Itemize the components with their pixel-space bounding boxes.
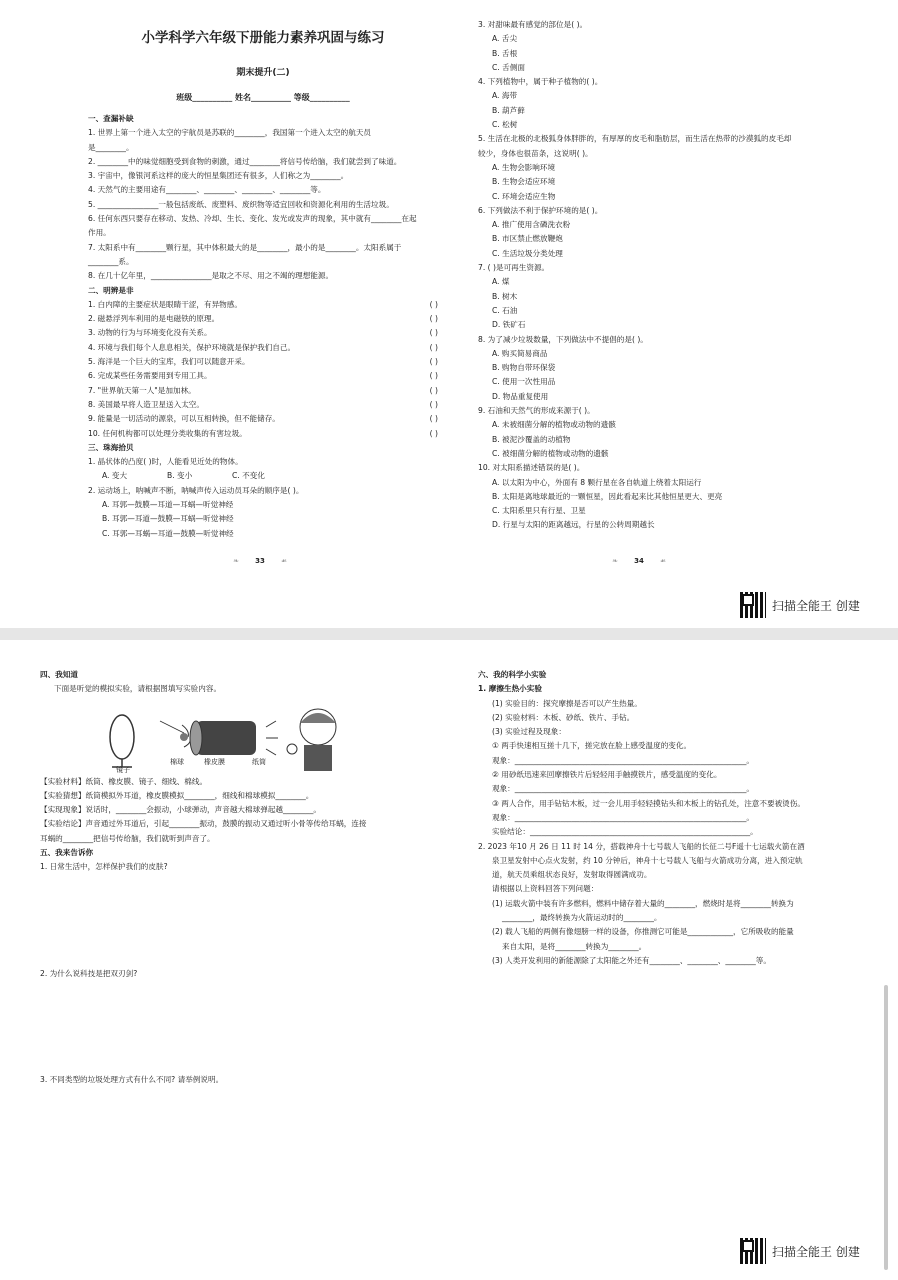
label-ball: 棉球 (170, 757, 184, 766)
list-item: 观象：_____________________________________________________________。 (492, 812, 754, 822)
option: A. 海带 (492, 91, 518, 101)
list-item: 是________。 (88, 142, 134, 152)
list-item: 7. ( )是可再生资源。 (478, 263, 550, 273)
list-item: 观象：_____________________________________________________________。 (492, 755, 754, 765)
list-item: 3. 宇宙中，像银河系这样的庞大的恒星集团还有很多，人们称之为________。 (88, 171, 349, 181)
list-item: 泉卫星发射中心点火发射，约 10 分钟后，神舟十七号载人飞船与火箭成功分离，进入预定轨 (492, 855, 803, 865)
page2-right-column (478, 668, 878, 968)
option: D. 铁矿石 (492, 320, 526, 330)
option: B. 太阳是离地球最近的一颗恒星，因此看起来比其他恒星更大、更亮 (492, 491, 723, 501)
option: C. 被细菌分解的植物或动物的遗骸 (492, 448, 609, 458)
list-item: 5. 生活在北极的北极狐身体胖胖的，有厚厚的皮毛和脂肪层，而生活在热带的沙漠狐的皮毛却 (478, 134, 792, 144)
list-item: ________系。 (88, 256, 134, 266)
list-item: (3) 人类开发利用的新能源除了太阳能之外还有________、________、________等。 (492, 955, 771, 965)
list-item: 5. 海洋是一个巨大的宝库，我们可以随意开采。 ( ) (88, 357, 438, 367)
option: C. 环境会适应生物 (492, 191, 556, 201)
list-item: 4. 环境与我们每个人息息相关，保护环境就是保护我们自己。 ( ) (88, 342, 438, 352)
list-item: 4. 下列植物中，属于种子植物的( )。 (478, 77, 603, 87)
options-row (88, 469, 438, 483)
option: B. 购物自带环保袋 (492, 363, 556, 373)
option: C. 使用一次性用品 (492, 377, 556, 387)
option: D. 行星与太阳的距离越远，行星的公转周期越长 (492, 520, 655, 530)
list-item: 1. 摩擦生热小实验 (478, 684, 542, 694)
list-item: (1) 实验目的：探究摩擦是否可以产生热量。 (492, 698, 642, 708)
option: C. 石油 (492, 305, 518, 315)
qr-code-icon (740, 592, 766, 618)
option: A. 以太阳为中心，外面有 8 颗行星在各自轨道上绕着太阳运行 (492, 477, 702, 487)
page2-left-column (40, 668, 440, 1087)
page-number: ❧ 34 ☙ (614, 554, 664, 568)
list-item: 来自太阳，是将________转换为________。 (502, 941, 647, 951)
experiment-line: 耳蜗的________把信号传给脑，我们就听到声音了。 (40, 833, 215, 843)
option: C. 不变化 (232, 471, 265, 481)
option: B. 耳郭—耳道—鼓膜—耳蜗—听觉神经 (102, 514, 234, 524)
section-heading: 六、我的科学小实验 (478, 670, 547, 679)
hearing-experiment-illustration (40, 697, 440, 775)
list-item: ② 用砂纸迅速来回摩擦铁片后轻轻用手触摸铁片，感受温度的变化。 (492, 770, 722, 780)
list-item: ________，最终转换为火箭运动时的________。 (502, 913, 662, 923)
scanner-watermark: 扫描全能王 创建 (740, 592, 860, 618)
intro-text: 下面是听觉的模拟实验，请根据图填写实验内容。 (54, 684, 222, 694)
list-item: 8. 为了减少垃圾数量，下列做法中不提倡的是( )。 (478, 334, 648, 344)
option: C. 太阳系里只有行星、卫星 (492, 506, 586, 516)
label-mirror: 镜子 (116, 765, 130, 774)
list-item: 2. ________中的味觉细胞受到食物的刺激，通过________将信号传给脑，我们就尝到了味道。 (88, 156, 402, 166)
option: C. 松树 (492, 120, 518, 130)
list-item: 作用。 (88, 228, 111, 238)
list-item: 2. 2023 年10 月 26 日 11 时 14 分，搭载神舟十七号载人飞船的长征二号F遥十七运载火箭在酒 (478, 841, 805, 851)
list-item: 7. "世界航天第一人"是加加林。 ( ) (88, 385, 438, 395)
experiment-line: 【实现现象】说话时，________会振动，小球弹动，声音越大棉球弹起越________。 (40, 805, 321, 815)
label-film: 橡皮膜 (204, 757, 225, 766)
option: A. 耳郭—鼓膜—耳道—耳蜗—听觉神经 (102, 500, 234, 510)
list-item: 6. 完成某些任务需要用到专用工具。 ( ) (88, 371, 438, 381)
page-number: ❧ 33 ☙ (235, 554, 285, 568)
list-item: 10. 对太阳系描述错误的是( )。 (478, 463, 585, 473)
experiment-drawing (100, 697, 360, 775)
question: 1. 晶状体的凸度( )时，人能看见近处的物体。 (88, 457, 243, 467)
page-title: 小学科学六年级下册能力素养巩固与练习 (141, 30, 385, 46)
list-item: (3) 实验过程及现象： (492, 727, 566, 737)
option: B. 生物会适应环境 (492, 177, 556, 187)
section-heading: 一、查漏补缺 (88, 114, 134, 123)
list-item: 观象：_____________________________________________________________。 (492, 784, 754, 794)
list-item: 9. 能量是一切活动的源泉，可以互相转换，但不能储存。 ( ) (88, 414, 438, 424)
list-item: 8. 在几十亿年里，________________是取之不尽、用之不竭的理想能源。 (88, 271, 334, 281)
page1-left-column (88, 28, 438, 541)
section-heading: 四、我知道 (40, 670, 78, 679)
list-item: 6. 任何东西只要存在移动、发热、冷却、生长、变化、发光或发声的现象，其中就有________在起 (88, 214, 417, 224)
section-heading: 五、我来告诉你 (40, 848, 94, 858)
page1-right-column (478, 18, 878, 533)
answer-space (40, 875, 440, 967)
list-item: 1. 世界上第一个进入太空的宇航员是苏联的________，我国第一个进入太空的航天员 (88, 128, 372, 138)
fill-blank-list (88, 126, 438, 283)
page-divider (0, 628, 898, 640)
list-item: 7. 太阳系中有________颗行星，其中体积最大的是________，最小的是________。太阳系属于 (88, 242, 402, 252)
question: 2. 为什么说科技是把双刃剑? (40, 968, 138, 978)
label-tube: 纸筒 (252, 757, 266, 766)
question: 1. 日常生活中，怎样保护我们的皮肤? (40, 862, 168, 872)
option: A. 推广使用含磷洗衣粉 (492, 220, 571, 230)
list-item: (1) 运载火箭中装有许多燃料，燃料中储存着大量的________，燃烧时是将________转换为 (492, 898, 794, 908)
list-item: 2. 磁悬浮列车利用的是电磁铁的原理。 ( ) (88, 314, 438, 324)
list-item: 实验结论：__________________________________________________________。 (492, 827, 758, 837)
option: B. 舌根 (492, 48, 518, 58)
list-item: 3. 动物的行为与环境变化没有关系。 ( ) (88, 328, 438, 338)
option: B. 被泥沙覆盖的动植物 (492, 434, 571, 444)
question: 2. 运动场上，呐喊声不断，呐喊声传入运动员耳朵的顺序是( )。 (88, 485, 304, 495)
experiment-line: 【实验材料】纸筒、橡皮膜、镜子、细线、棉线。 (40, 776, 208, 786)
option: A. 变大 (102, 471, 128, 481)
option: B. 葫芦藓 (492, 105, 525, 115)
option: A. 未被细菌分解的植物或动物的遗骸 (492, 420, 616, 430)
page-subtitle: 期末提升(二) (236, 68, 290, 78)
scanner-watermark: 扫描全能王 创建 (740, 1238, 860, 1264)
list-item: (2) 实验材料：木板、砂纸、铁片、手钻。 (492, 712, 635, 722)
list-item: ③ 两人合作，用手钻钻木板，过一会儿用手轻轻摸钻头和木板上的钻孔处，注意不要被烫伤。 (492, 798, 805, 808)
true-false-list (88, 298, 438, 441)
option: A. 购买简易商品 (492, 348, 548, 358)
student-info: 班级__________ 姓名__________ 等级__________ (176, 93, 350, 102)
list-item: 较少，身体也很苗条，这说明( )。 (478, 148, 593, 158)
experiment-line: 【实验结论】声音通过外耳道后，引起________振动，鼓膜的振动又通过听小骨等传给耳蜗，连接 (40, 819, 367, 829)
option: D. 物品重复使用 (492, 391, 549, 401)
list-item: 请根据以上资料回答下列问题： (492, 884, 599, 894)
list-item: 3. 对甜味最有感觉的部位是( )。 (478, 20, 588, 29)
worksheet-page-1 (0, 0, 898, 628)
scrollbar[interactable] (884, 985, 888, 1270)
option: A. 舌尖 (492, 34, 518, 44)
list-item: 1. 白内障的主要症状是眼睛干涩，有异物感。 ( ) (88, 299, 438, 309)
option: C. 舌侧面 (492, 62, 525, 72)
experiment-line: 【实验猜想】纸筒模拟外耳道，橡皮膜模拟________，细线和棉球模拟________。 (40, 790, 314, 800)
section-heading: 二、明辨是非 (88, 285, 134, 295)
option: A. 煤 (492, 277, 510, 287)
option: B. 市区禁止燃放鞭炮 (492, 234, 563, 244)
list-item: 9. 石油和天然气的形成来源于( )。 (478, 406, 595, 416)
worksheet-page-2 (0, 640, 898, 1280)
list-item: ① 两手快速相互搓十几下，搓完放在脸上感受温度的变化。 (492, 741, 692, 751)
option: C. 生活垃圾分类处理 (492, 248, 563, 258)
question: 3. 不同类型的垃圾处理方式有什么不同? 请举例说明。 (40, 1074, 224, 1084)
option: B. 树木 (492, 291, 518, 301)
section-heading: 三、珠海拾贝 (88, 442, 134, 452)
list-item: 10. 任何机构都可以处理分类收集的有害垃圾。 ( ) (88, 428, 438, 438)
list-item: (2) 载人飞船的两侧有像翅膀一样的设备，你推测它可能是____________，它所吸收的能量 (492, 927, 794, 937)
option: C. 耳郭—耳蜗—耳道—鼓膜—听觉神经 (102, 528, 234, 538)
list-item: 8. 美国最早将人造卫星送入太空。 ( ) (88, 399, 438, 409)
list-item: 4. 天然气的主要用途有________、________、________、________等。 (88, 185, 326, 195)
option: A. 生物会影响环境 (492, 162, 556, 172)
list-item: 6. 下列做法不利于保护环境的是( )。 (478, 205, 603, 215)
list-item: 5. ________________一般包括废纸、废塑料、废织物等适宜回收和资源化利用的生活垃圾。 (88, 199, 394, 209)
option: B. 变小 (167, 471, 193, 481)
list-item: 道，航天员乘组状态良好，发射取得圆满成功。 (492, 870, 652, 880)
answer-space (40, 981, 440, 1073)
qr-code-icon (740, 1238, 766, 1264)
